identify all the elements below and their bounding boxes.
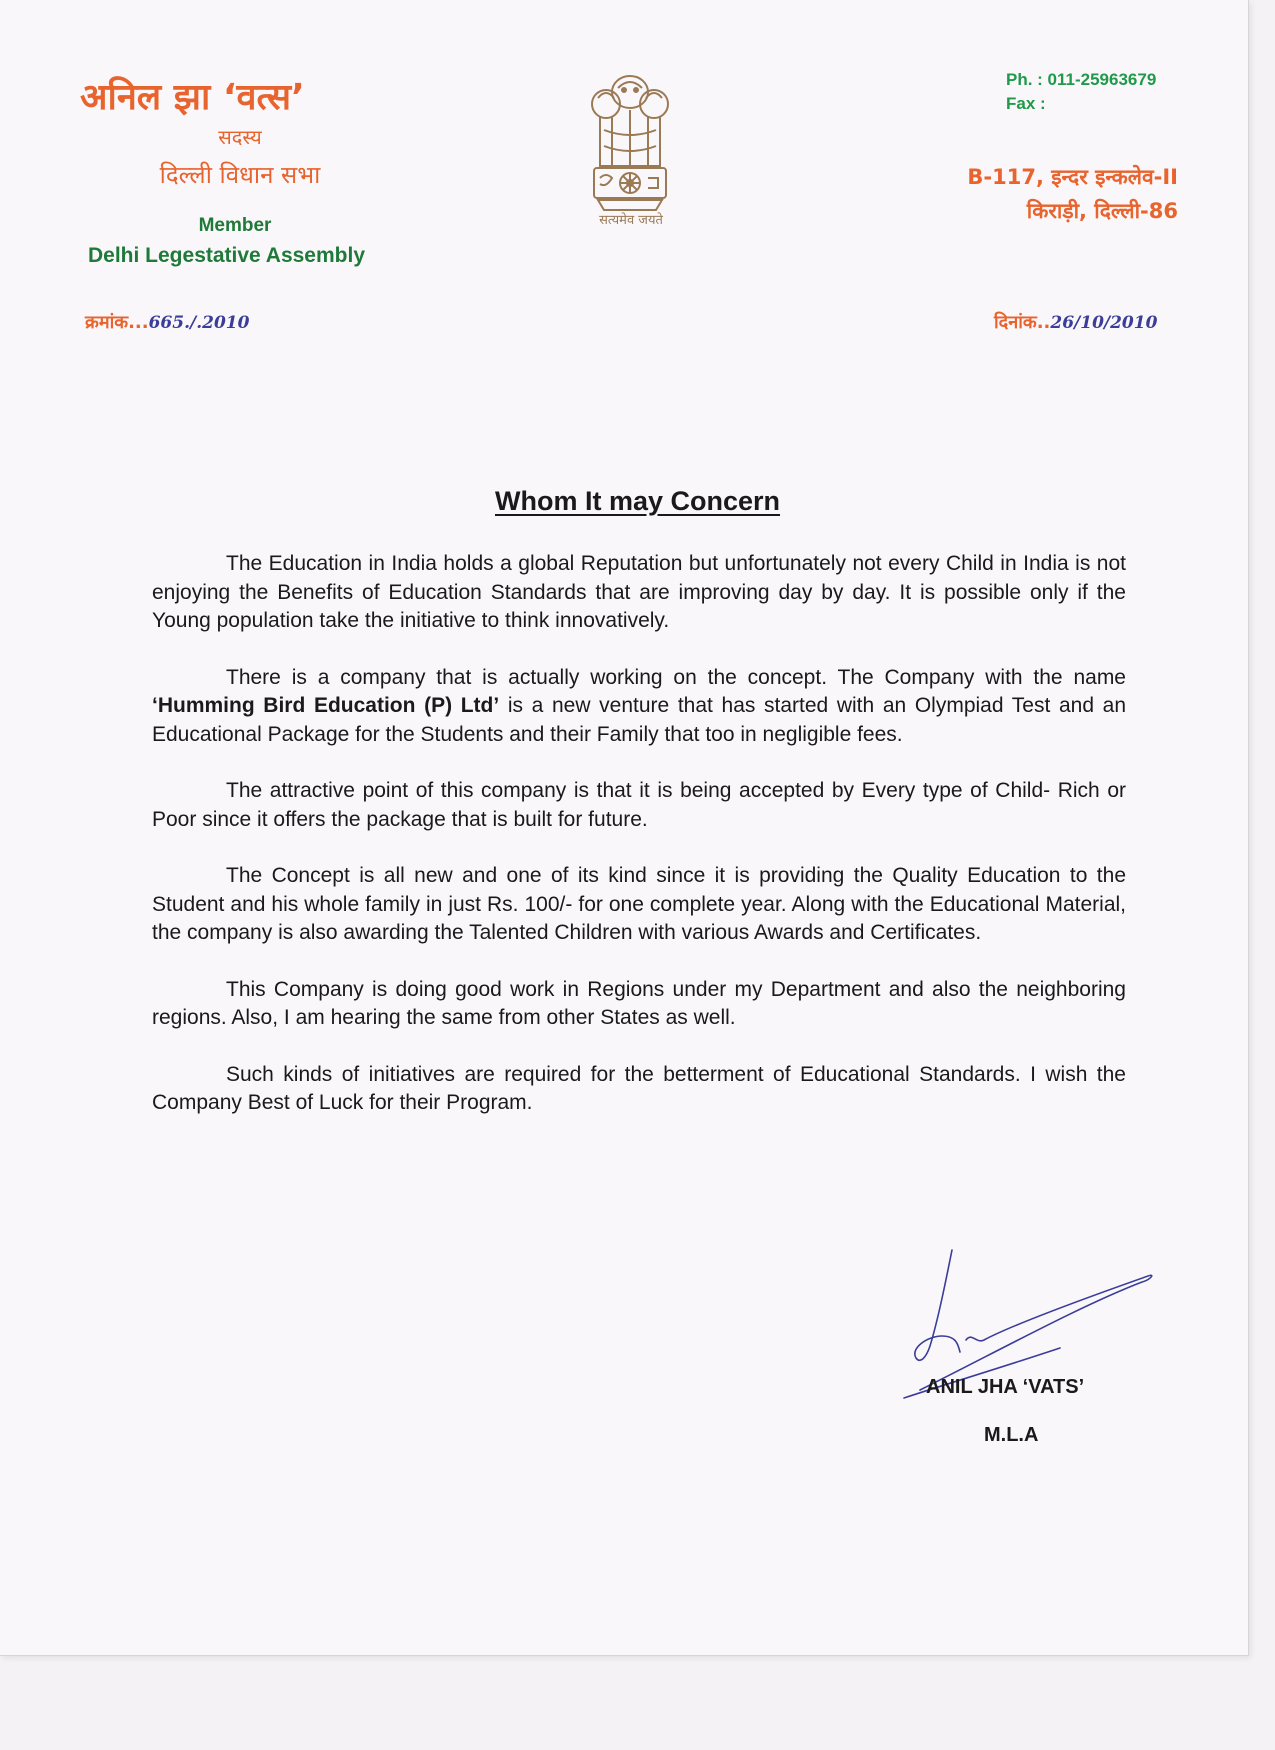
mla-name-hindi: अनिल झा ‘वत्स’ bbox=[80, 77, 305, 118]
address-line-2: किराड़ी, दिल्ली-86 bbox=[1026, 199, 1178, 223]
paragraph-1: The Education in India holds a global Reputation but unfortunately not every Child in India is not enjoying the Benefits of Education Standards that are improving day by day. It is possible only if the Young population take the initiative to think innovatively. bbox=[152, 552, 1126, 632]
member-title-english: Member bbox=[198, 215, 272, 236]
paragraph-2-rest: is a new venture that has started with an Olympiad Test and an Educational Package for the Students and their Family that too in negligible fees. bbox=[152, 694, 1126, 746]
paragraph-3: The attractive point of this company is that it is being accepted by Every type of Child- Rich or Poor since it offers the package that is built for future. bbox=[152, 779, 1126, 831]
paragraph-6: Such kinds of initiatives are required for the betterment of Educational Standards. I wish the Company Best of Luck for their Program. bbox=[152, 1062, 1126, 1114]
reference-number bbox=[85, 310, 249, 334]
member-title-hindi: सदस्य bbox=[218, 125, 262, 149]
letter-subject: Whom It may Concern bbox=[494, 486, 781, 516]
paragraph-2 bbox=[152, 664, 1126, 750]
state-emblem-icon bbox=[580, 70, 680, 230]
signatory-designation: M.L.A bbox=[984, 1424, 1039, 1446]
assembly-name-english: Delhi Legestative Assembly bbox=[88, 244, 365, 267]
company-name: ‘Humming Bird Education (P) Ltd’ bbox=[152, 694, 500, 717]
date-label: दिनांक.. bbox=[994, 312, 1051, 333]
letter-date bbox=[994, 310, 1157, 334]
reference-value: 665./.2010 bbox=[148, 313, 250, 333]
phone-number: Ph. : 011-25963679 bbox=[1006, 70, 1157, 89]
letter-body bbox=[152, 550, 1126, 1146]
address-line-1: B-117, इन्दर इन्कलेव-II bbox=[967, 165, 1178, 189]
paragraph-5: This Company is doing good work in Regions under my Department and also the neighboring regions. Also, I am hearing the same from other States as well. bbox=[152, 977, 1126, 1029]
assembly-name-hindi: दिल्ली विधान सभा bbox=[159, 161, 321, 189]
paragraph-4: The Concept is all new and one of its kind since it is providing the Quality Education to the Student and his whole family in just Rs. 100/- for one complete year. Along with the Educational Material, the company is also awarding the Talented Children with various Awards and Certificates. bbox=[152, 864, 1126, 944]
office-address bbox=[880, 160, 1178, 228]
contact-block bbox=[1006, 68, 1206, 116]
reference-label: क्रमांक... bbox=[85, 312, 149, 333]
fax-number: Fax : bbox=[1006, 94, 1046, 113]
date-value: 26/10/2010 bbox=[1050, 313, 1158, 333]
paragraph-2-intro: There is a company that is actually working on the concept. The Company with the name bbox=[226, 665, 1126, 689]
signatory-name: ANIL JHA ‘VATS’ bbox=[926, 1376, 1085, 1398]
emblem-motto: सत्यमेव जयते bbox=[599, 213, 663, 228]
